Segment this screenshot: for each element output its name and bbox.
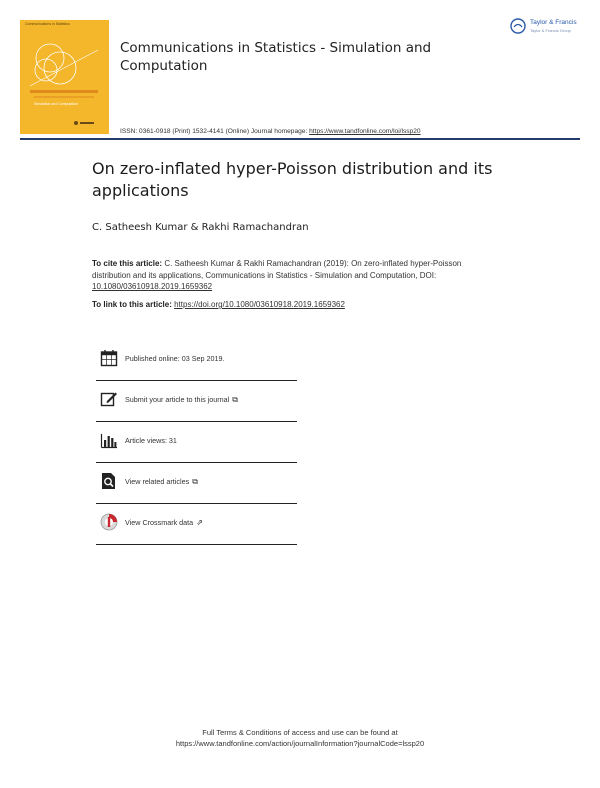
bar-chart-icon [100, 431, 118, 449]
journal-title: Communications in Statistics - Simulation and Computation [120, 40, 432, 74]
article-info-list [96, 340, 297, 545]
crossmark-item[interactable] [96, 504, 297, 545]
published-online-text: Published online: 03 Sep 2019. [125, 354, 225, 363]
submit-article-item[interactable] [96, 381, 297, 422]
journal-homepage-link[interactable]: https://www.tandfonline.com/loi/lssp20 [309, 128, 421, 135]
external-link-icon: ⧉ [192, 477, 198, 486]
crossmark-link[interactable] [125, 518, 203, 527]
citation-label: To cite this article: [92, 259, 163, 268]
citation-text: C. Satheesh Kumar & Rakhi Ramachandran (2019): On zero-inflated hyper-Poisson distribution and its applications, Communications in Statistics - Simulation and Computation, DOI: [92, 259, 462, 280]
crossmark-icon [100, 513, 118, 531]
related-articles-link[interactable] [125, 477, 198, 487]
publisher-tagline: Taylor & Francis Group [530, 28, 571, 33]
journal-cover[interactable] [20, 20, 109, 134]
cover-circles-graphic [20, 20, 109, 134]
submit-article-link[interactable] [125, 395, 238, 405]
related-articles-text: View related articles [125, 477, 190, 486]
document-search-icon [100, 472, 118, 490]
article-views-text: Article views: 31 [125, 436, 177, 445]
external-link-icon: ⇗ [196, 518, 203, 527]
crossmark-text: View Crossmark data [125, 518, 194, 527]
cover-caption-top: Communications in Statistics [25, 22, 70, 26]
article-doi-link[interactable]: https://doi.org/10.1080/03610918.2019.1659362 [174, 300, 345, 309]
publisher-logo-icon [510, 18, 526, 34]
issn-line [120, 128, 421, 135]
citation-doi-link[interactable]: 10.1080/03610918.2019.1659362 [92, 282, 213, 291]
footer-terms-text: Full Terms & Conditions of access and use can be found at [202, 728, 398, 737]
citation-block [92, 258, 502, 293]
calendar-icon [100, 349, 118, 367]
cover-caption-bottom: Simulation and Computation [34, 102, 78, 106]
edit-icon [100, 390, 118, 408]
submit-article-text: Submit your article to this journal [125, 395, 230, 404]
publisher-name: Taylor & Francis [530, 19, 577, 26]
article-title: On zero-inflated hyper-Poisson distribution and its applications [92, 159, 493, 200]
link-to-article [92, 300, 345, 309]
article-authors: C. Satheesh Kumar & Rakhi Ramachandran [92, 222, 309, 233]
related-articles-item[interactable] [96, 463, 297, 504]
publisher-logo[interactable] [510, 18, 582, 38]
footer-terms-link[interactable]: https://www.tandfonline.com/action/journalInformation?journalCode=lssp20 [175, 739, 425, 748]
article-views-item [96, 422, 297, 463]
published-online-item [96, 340, 297, 381]
external-link-icon: ⧉ [232, 395, 238, 404]
footer-terms [0, 727, 600, 749]
issn-text: ISSN: 0361-0918 (Print) 1532-4141 (Online) Journal homepage: [120, 128, 310, 135]
link-label: To link to this article: [92, 300, 175, 309]
header-divider [20, 138, 580, 140]
